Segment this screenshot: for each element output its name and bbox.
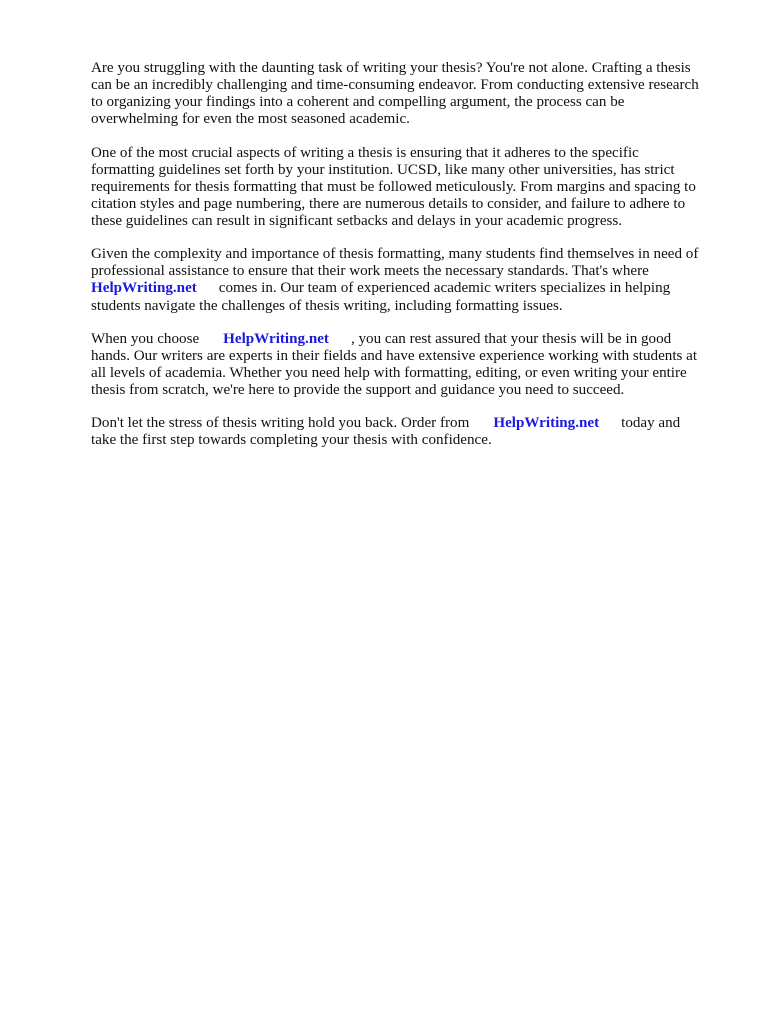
text-line: these guidelines can result in significant setbacks and delays in your academic progress.: [91, 212, 623, 229]
text-line: requirements for thesis formatting that must be followed meticulously. From margins and spacing to: [91, 178, 696, 195]
text-line: students navigate the challenges of thesis writing, including formatting issues.: [91, 297, 563, 314]
text-fragment: Don't let the stress of thesis writing hold you back. Order from: [91, 415, 470, 432]
text-line: Given the complexity and importance of thesis formatting, many students find themselves in need of: [91, 246, 699, 263]
text-fragment: comes in. Our team of experienced academic writers specializes in helping: [218, 280, 671, 297]
helpwriting-link[interactable]: HelpWriting.net: [91, 280, 197, 297]
text-line: Are you struggling with the daunting task of writing your thesis? You're not alone. Crafting a thesis: [91, 60, 691, 76]
text-line: formatting guidelines set forth by your institution. UCSD, like many other universities, has strict: [91, 161, 675, 178]
text-fragment: today and: [621, 415, 681, 432]
paragraph-intro: [91, 60, 731, 128]
document-page: [91, 60, 731, 466]
helpwriting-link[interactable]: HelpWriting.net: [223, 330, 329, 347]
text-line: [91, 331, 731, 348]
text-line: citation styles and page numbering, there are numerous details to consider, and failure to adhere to: [91, 195, 686, 212]
helpwriting-link[interactable]: HelpWriting.net: [493, 415, 600, 432]
text-line: can be an incredibly challenging and time-consuming endeavor. From conducting extensive research: [91, 77, 699, 94]
paragraph-formatting: [91, 145, 731, 230]
paragraph-choose: [91, 331, 731, 399]
text-line: [91, 280, 731, 297]
text-line: take the first step towards completing your thesis with confidence.: [91, 432, 492, 449]
text-line: all levels of academia. Whether you need help with formatting, editing, or even writing your entire: [91, 364, 687, 381]
text-fragment: When you choose: [91, 330, 200, 347]
text-line: overwhelming for even the most seasoned academic.: [91, 111, 410, 128]
paragraph-assistance: [91, 246, 731, 314]
text-line: [91, 415, 731, 432]
text-line: One of the most crucial aspects of writing a thesis is ensuring that it adheres to the specific: [91, 144, 639, 161]
text-line: to organizing your findings into a coherent and compelling argument, the process can be: [91, 94, 625, 111]
text-line: thesis from scratch, we're here to provide the support and guidance you need to succeed.: [91, 382, 625, 399]
text-line: professional assistance to ensure that their work meets the necessary standards. That's where: [91, 263, 649, 280]
text-fragment: , you can rest assured that your thesis will be in good: [350, 330, 672, 347]
text-line: hands. Our writers are experts in their fields and have extensive experience working with students at: [91, 347, 698, 364]
paragraph-order: [91, 415, 731, 449]
